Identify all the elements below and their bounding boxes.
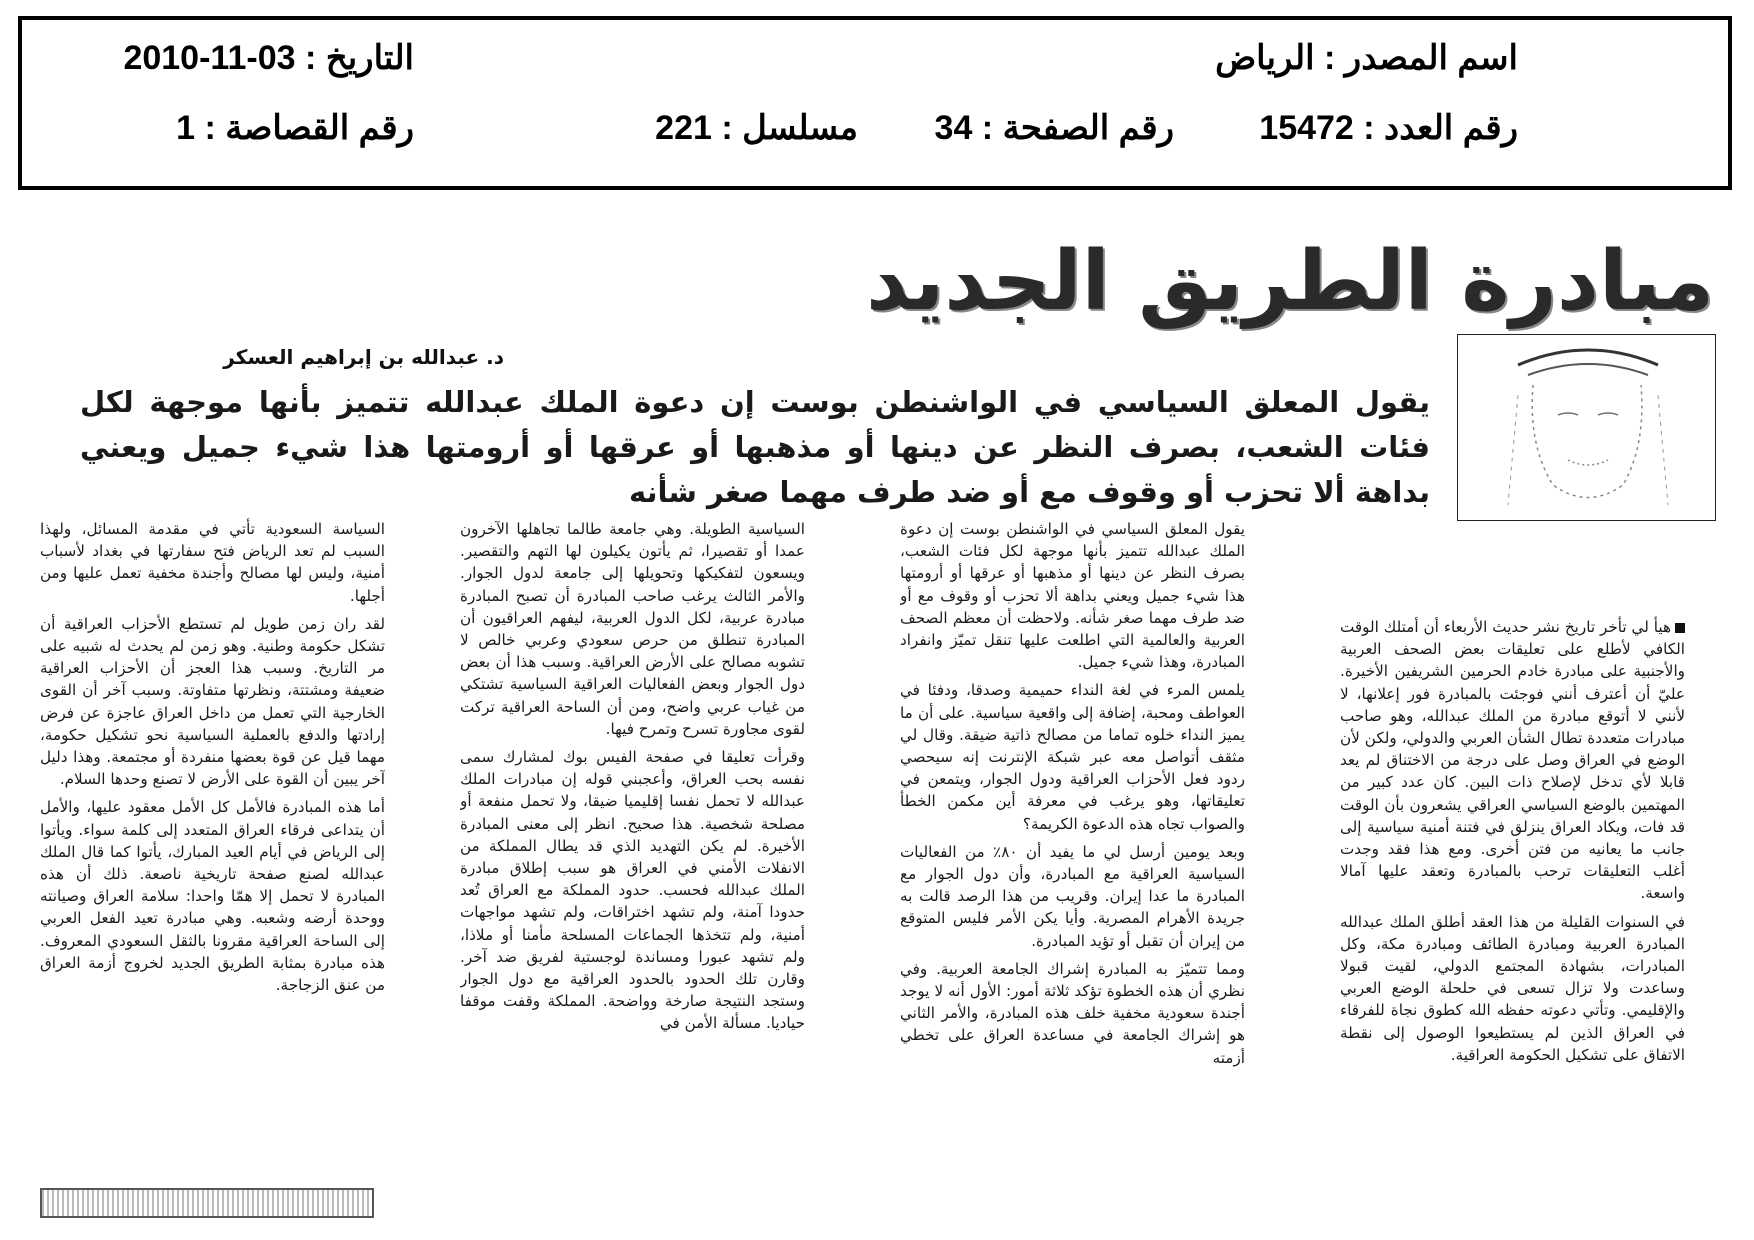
page-number-label: رقم الصفحة : 34 bbox=[934, 109, 1174, 147]
article-column-2 bbox=[900, 518, 1245, 1230]
source-label: اسم المصدر : الرياض bbox=[1215, 39, 1518, 77]
article-paragraph: السياسة السعودية تأتي في مقدمة المسائل، ولهذا السبب لم تعد الرياض فتح سفارتها في بغداد لأسباب أمنية، وليس لها مصالح وأجندة مخفية تعمل عليها ومن أجلها. bbox=[40, 520, 385, 605]
article-paragraph: يلمس المرء في لغة النداء حميمية وصدقا، ودفئا في العواطف ومحبة، إضافة إلى واقعية سياسية. على أن ما يميز النداء خلوه تماما من مصالح ذاتية ضيقة. وقال لي مثقف أتواصل معه عبر شبكة الإنترنت إنه سيحصي ردود فعل الأحزاب العراقية ودول الجوار، ويتمعن في تعليقاتها، وهو يرغب في معرفة أين مكمن الخطأ والصواب تجاه هذه الدعوة الكريمة؟ bbox=[900, 681, 1245, 833]
article-paragraph: وقرأت تعليقا في صفحة الفيس بوك لمشارك سمى نفسه بحب العراق، وأعجبني قوله إن مبادرات الملك عبدالله لا تحمل نفسا إقليميا ضيقا، ولا تحمل منفعة أو مصلحة شخصية. هذا صحيح. انظر إلى معنى المبادرة الأخيرة. لم يكن التهديد الذي قد يطال المملكة من الانفلات الأمني في العراق هو سبب إطلاق مبادرة الملك عبدالله فحسب. حدود المملكة مع العراق تُعد حدودا آمنة، ولم تشهد اختراقات، ولم تشهد مواجهات أمنية، ولم تتخذها الجماعات المسلحة مأمنا أو ملاذا، ولم تشهد عبورا ومساندة لوجستية لفريق ضد آخر. وقارن تلك الحدود بالحدود العراقية مع دول الجوار وستجد النتيجة صارخة وواضحة. المملكة وقفت موقفا حياديا. مسألة الأمن في bbox=[460, 748, 805, 1033]
article-paragraph: أما هذه المبادرة فالأمل كل الأمل معقود عليها، والأمل أن يتداعى فرقاء العراق المتعدد إلى كلمة سواء. ويأتوا إلى الرياض في أيام العيد المبارك، يأتوا كما قال الملك عبدالله لصنع صفحة تاريخية ناصعة. ذلك أن هذه المبادرة لا تحمل إلا همّا واحدا: سلامة العراق وصيانته ووحدة أرضه وشعبه. وهي مبادرة تعيد الفعل العربي إلى الساحة العراقية مقرونا بالثقل السعودي المعروف. هذه مبادرة بمثابة الطريق الجديد لخروج أزمة العراق من عنق الزجاجة. bbox=[40, 798, 385, 995]
article-column-3 bbox=[460, 518, 805, 1230]
paragraph-marker-icon bbox=[1675, 623, 1685, 633]
article-paragraph: وبعد يومين أرسل لي ما يفيد أن ٨٠٪ من الفعاليات السياسية العراقية مع المبادرة، وأن دول الجوار مع المبادرة ما عدا إيران. وقريب من هذا الرصد قالت به جريدة الأهرام المصرية. وأيا يكن الأمر فليس المتوقع من إيران أن تقبل أو تؤيد المبادرة. bbox=[900, 842, 1245, 950]
article-paragraph: يقول المعلق السياسي في الواشنطن بوست إن دعوة الملك عبدالله تتميز بأنها موجهة لكل فئات الشعب، بصرف النظر عن دينها أو مذهبها أو عرقها أو أرومتها هذا شيء جميل ويعني بداهة ألا تحزب أو وقوف مع أو ضد طرف مهما صغر شأنه. ولاحظت أن معظم الصحف العربية والعالمية التي اطلعت عليها تنقل تميّز وانفراد المبادرة، وهذا شيء جميل. bbox=[900, 520, 1245, 672]
author-byline: د. عبدالله بن إبراهيم العسكر bbox=[223, 345, 504, 369]
article-paragraph: هيأ لي تأخر تاريخ نشر حديث الأربعاء أن أمتلك الوقت الكافي لأطلع على تعليقات بعض الصحف العربية والأجنبية على مبادرة خادم الحرمين الشريفين الأخيرة. عليّ أن أعترف أنني فوجئت بالمبادرة فور إعلانها، لا لأنني لا أتوقع مبادرة من الملك عبدالله، وهو صاحب مبادرات متعددة تطال الشأن العربي والدولي، ولكن لأن الوضع في العراق وصل على درجة من الاختناق لم يعد قابلا لأي تدخل لإصلاح ذات البين. كان عدد كبير من المهتمين بالوضع السياسي العراقي يشعرون بأن الوقت قد فات، ويكاد العراق ينزلق في فتنة أمنية سياسية إلى جانب ما يعانيه من فتن أخرى. ومع هذا فقد وجدت أغلب التعليقات ترحب بالمبادرة وتعقد عليها آمالا واسعة. bbox=[1340, 618, 1685, 903]
article-column-1 bbox=[1340, 616, 1685, 1230]
article-headline: مبادرة الطريق الجديد bbox=[866, 234, 1714, 329]
article-paragraph: السياسية الطويلة. وهي جامعة طالما تجاهلها الآخرون عمدا أو تقصيرا، ثم يأتون يكيلون لها التهم والتقصير. ويسعون لتفكيكها وتحويلها إلى جامعة لدول الجوار. والأمر الثالث يرغب صاحب المبادرة أن تصبح المبادرة مبادرة عربية، لكل الدول العربية، ليفهم العراقيون أن المبادرة تنطلق من حرص سعودي وعربي خالص لا تشوبه مصالح على الأرض العراقية. وسبب هذا أن بعض دول الجوار وبعض الفعاليات العراقية السياسية تشتكي من غياب عربي واضح، ومن أن الساحة العراقية تركت لقوى مجاورة تسرح وتمرح فيها. bbox=[460, 520, 805, 738]
author-photo bbox=[1457, 334, 1716, 521]
article-paragraph: في السنوات القليلة من هذا العقد أطلق الملك عبدالله المبادرة العربية ومبادرة الطائف ومبادرة مكة، وكل المبادرات، بشهادة المجتمع الدولي، لقيت قبولا وساعدت ولا تزال تسعى في حلحلة الوضع العربي والإقليمي. وتأتي دعوته حفظه الله كطوق نجاة للفرقاء في العراق الذين لم يستطيعوا الوصول إلى نقطة الاتفاق على تشكيل الحكومة العراقية. bbox=[1340, 912, 1685, 1064]
article-paragraph: لقد ران زمن طويل لم تستطع الأحزاب العراقية أن تشكل حكومة وطنية. وهو زمن لم يحدث له شبيه على مر التاريخ. وسبب هذا العجز أن الأحزاب العراقية ضعيفة ومشتتة، ونظرتها متفاوتة. وسبب آخر أن القوى الخارجية التي تعمل من داخل العراق عاجزة عن فرض إرادتها والدفع بالعملية السياسية نحو تشكيل حكومة، مهما قيل عن قوة بعضها منفردة أو مجتمعة. وهذا دليل آخر يبين أن القوة على الأرض لا تصنع وحدها السلام. bbox=[40, 614, 385, 789]
issue-number-label: رقم العدد : 15472 bbox=[1259, 109, 1518, 147]
author-portrait-sketch bbox=[1458, 335, 1715, 520]
date-label: التاريخ : 03-11-2010 bbox=[123, 39, 414, 77]
clipping-number-label: رقم القصاصة : 1 bbox=[176, 109, 414, 147]
article-lead: يقول المعلق السياسي في الواشنطن بوست إن دعوة الملك عبدالله تتميز بأنها موجهة لكل فئات الشعب، بصرف النظر عن دينها أو مذهبها أو عرقها أو أرومتها هذا شيء جميل ويعني بداهة ألا تحزب أو وقوف مع أو ضد طرف مهما صغر شأنه bbox=[80, 385, 1430, 509]
serial-number-label: مسلسل : 221 bbox=[655, 109, 858, 147]
article-paragraph: ومما تتميّز به المبادرة إشراك الجامعة العربية. وفي نظري أن هذه الخطوة تؤكد ثلاثة أمور: الأول أنه لا يوجد أجندة سعودية مخفية خلف هذه المبادرة، والأمر الثاني هو إشراك الجامعة في مساعدة العراق على تخطي أزمته bbox=[900, 959, 1245, 1067]
barcode-strip bbox=[40, 1188, 374, 1218]
article-column-4 bbox=[40, 518, 385, 1178]
